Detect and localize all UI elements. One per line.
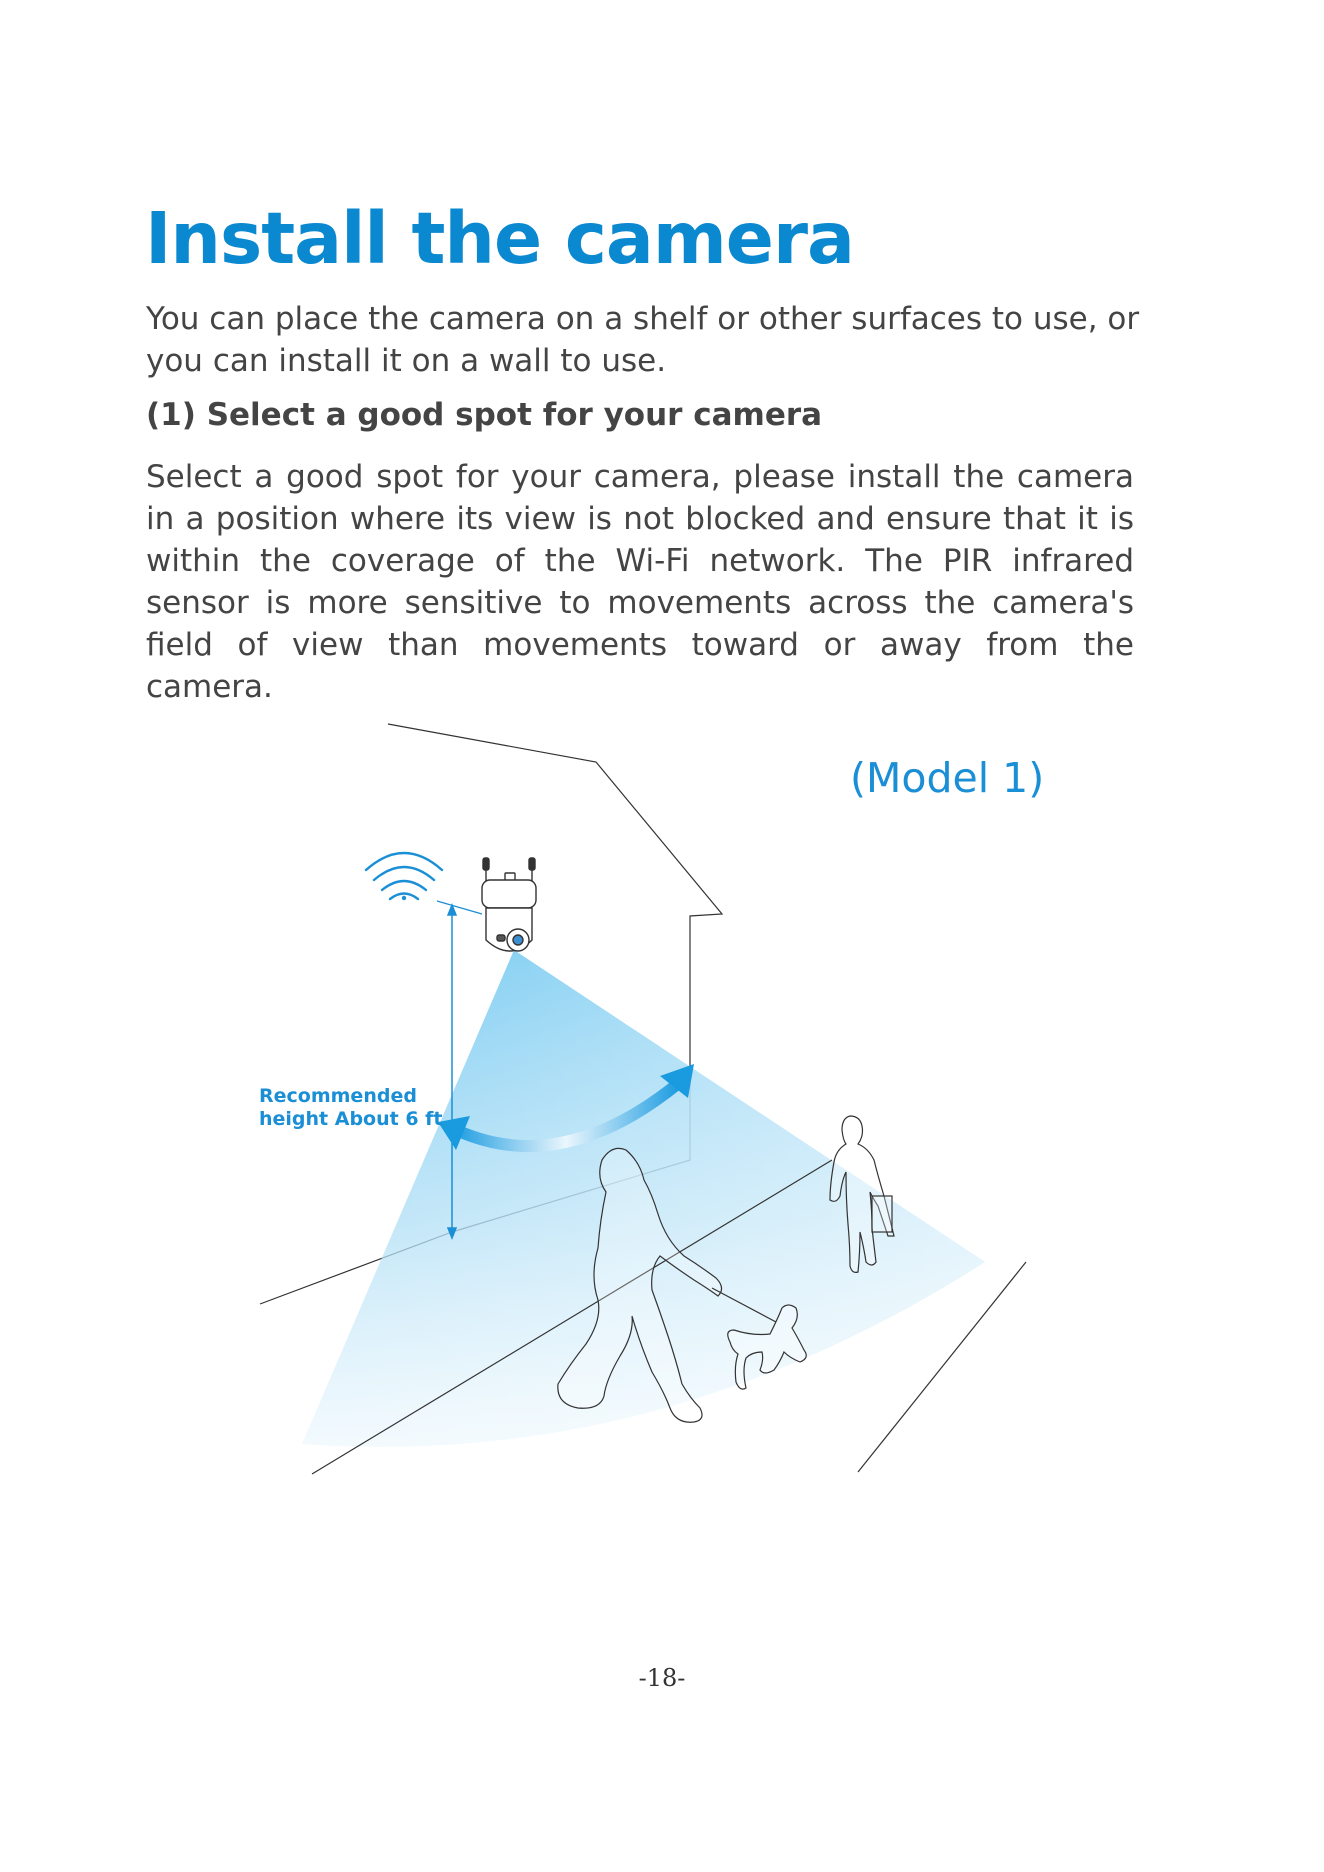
intro-paragraph: You can place the camera on a shelf or other surfaces to use, or you can install it on a wall to use.	[146, 301, 1140, 379]
camera-icon	[482, 858, 536, 951]
page-number: -18-	[638, 1664, 686, 1692]
height-label-line2: height About 6 ft	[259, 1108, 443, 1130]
section-subheading: (1) Select a good spot for your camera	[146, 397, 823, 433]
model-label: (Model 1)	[850, 754, 1045, 802]
page-title: Install the camera	[145, 197, 854, 280]
height-label	[259, 1085, 449, 1131]
section-body: Select a good spot for your camera, please install the camera in a position where its view is not blocked and ensure that it is within the coverage of the Wi-Fi network. The PIR infrared sensor is more sensitive to movements across the camera's field of view than movements toward or away from the camera.	[146, 459, 1134, 705]
wifi-icon	[366, 853, 442, 899]
height-label-line1: Recommended	[259, 1085, 417, 1107]
